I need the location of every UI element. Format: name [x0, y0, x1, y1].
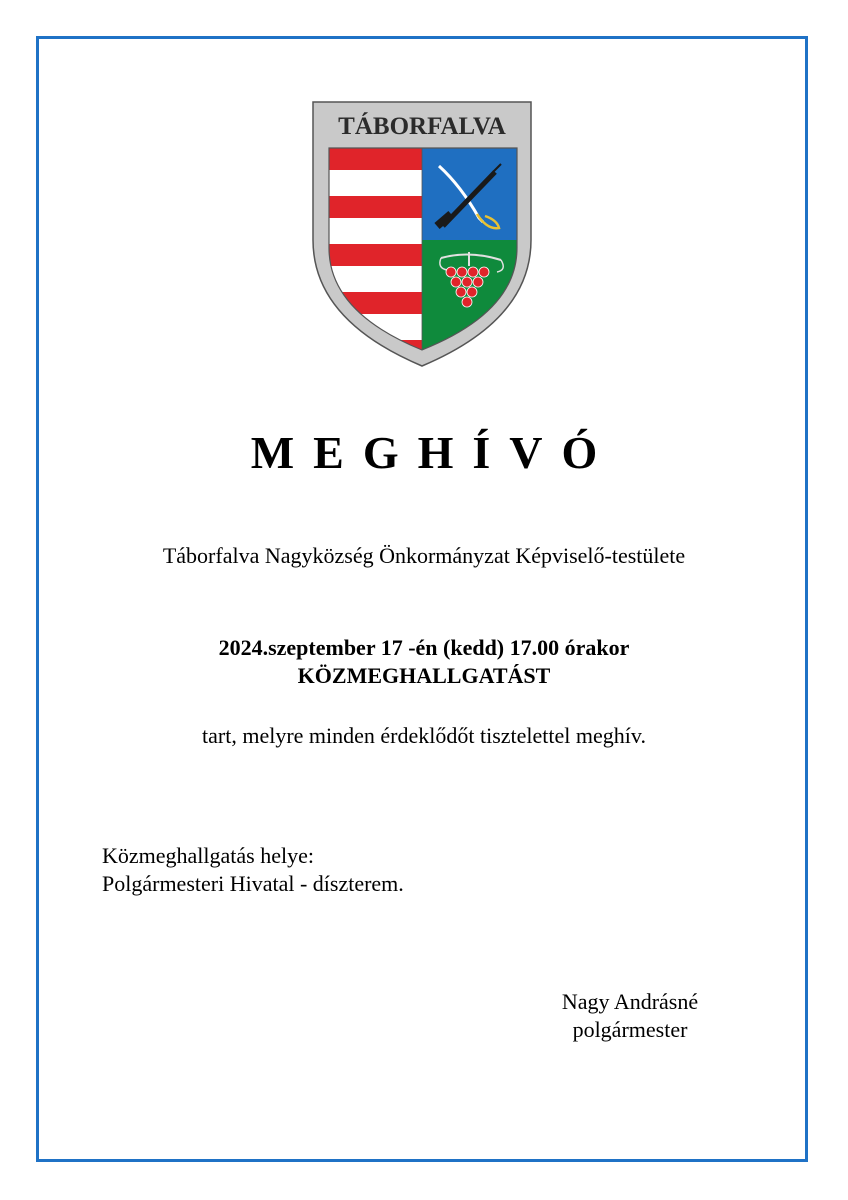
signature-name: Nagy Andrásné: [561, 989, 699, 1014]
location-label: Közmeghallgatás helye:: [102, 843, 314, 868]
signature-role: polgármester: [572, 1017, 688, 1042]
coat-of-arms: [311, 100, 533, 368]
issuer-text: Táborfalva Nagyközség Önkormányzat Képviselő-testülete: [162, 543, 686, 568]
invite-text: tart, melyre minden érdeklődőt tisztelettel meghív.: [202, 723, 646, 748]
event-name: KÖZMEGHALLGATÁST: [297, 663, 551, 688]
page-title: MEGHÍVÓ: [250, 427, 617, 478]
location-value: Polgármesteri Hivatal - díszterem.: [102, 871, 404, 896]
signature-block: [530, 988, 730, 1044]
event-datetime: 2024.szeptember 17 -én (kedd) 17.00 órakor: [218, 635, 630, 660]
location-block: [102, 842, 404, 898]
crest-banner-text: TÁBORFALVA: [338, 113, 506, 140]
